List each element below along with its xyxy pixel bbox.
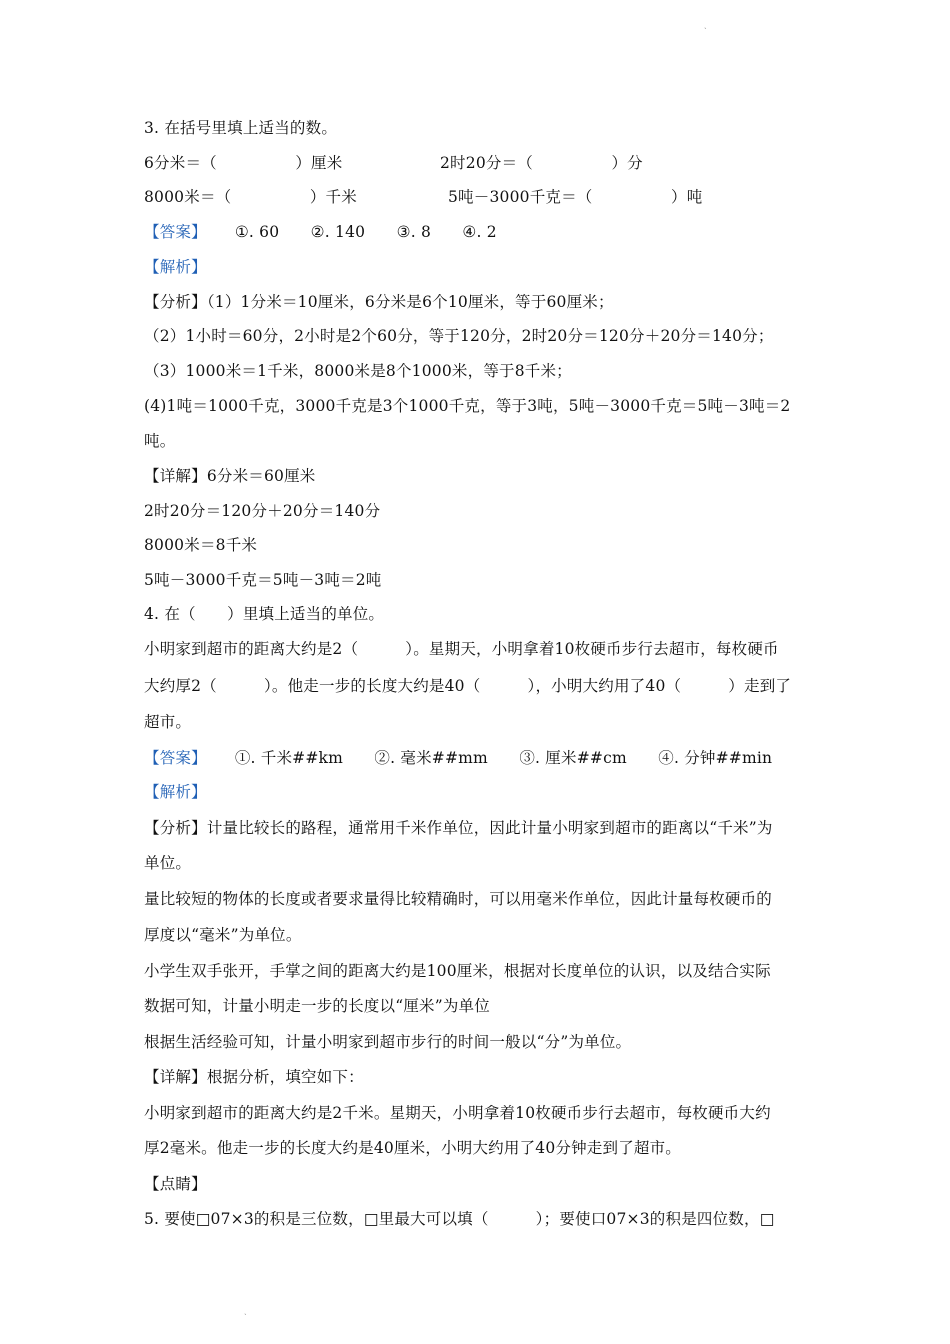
q4-fenxi-1-text: 计量比较长的路程，通常用千米作单位，因此计量小明家到超市的距离以“千米”为	[206, 819, 773, 837]
q4-answers: ①. 千米##km ②. 毫米##mm ③. 厘米##cm ④. 分钟##min	[234, 749, 773, 767]
q4-answer-line	[144, 748, 772, 768]
q3-title: 3. 在括号里填上适当的数。	[144, 119, 338, 137]
q4-para-3a: 小学生双手张开，手掌之间的距离大约是100厘米，根据对长度单位的认识，以及结合实际	[144, 962, 771, 980]
q4-fenxi-tag: 【分析】	[144, 819, 207, 837]
q3-analysis-tag: 【解析】	[144, 258, 207, 276]
q3-fenxi-1	[144, 292, 614, 312]
q3-fenxi-1-text: （1）1分米＝10厘米，6分米是6个10厘米，等于60厘米；	[206, 293, 614, 311]
q4-fenxi-1	[144, 818, 773, 838]
header-mark: ˎ	[704, 20, 707, 29]
q4-detail-1: 小明家到超市的距离大约是2千米。星期天，小明拿着10枚硬币步行去超市，每枚硬币大约	[144, 1104, 771, 1122]
q4-answer-tag: 【答案】	[144, 749, 207, 767]
q3-detail-2: 2时20分＝120分＋20分＝140分	[144, 502, 381, 520]
q3-answer-line	[144, 222, 497, 242]
q3-row2-left: 8000米＝（ ）千米	[144, 188, 357, 206]
q4-fenxi-1b: 单位。	[144, 854, 192, 872]
q3-detail-3: 8000米＝8千米	[144, 536, 258, 554]
q4-para-2b: 厚度以“毫米”为单位。	[144, 926, 302, 944]
q4-dianjing-tag: 【点睛】	[144, 1175, 207, 1193]
q3-fenxi-3: （3）1000米＝1千米，8000米是8个1000米，等于8千米；	[144, 362, 572, 380]
q4-para-2a: 量比较短的物体的长度或者要求量得比较精确时，可以用毫米作单位，因此计量每枚硬币的	[144, 890, 773, 908]
q4-analysis-tag: 【解析】	[144, 783, 207, 801]
q3-fenxi-2: （2）1小时＝60分，2小时是2个60分，等于120分，2时20分＝120分＋20分＝140分；	[144, 327, 774, 345]
q4-para-3b: 数据可知，计量小明走一步的长度以“厘米”为单位	[144, 997, 490, 1015]
q3-answers: ①. 60 ②. 140 ③. 8 ④. 2	[234, 223, 497, 241]
q4-para-4: 根据生活经验可知，计量小明家到超市步行的时间一般以“分”为单位。	[144, 1033, 632, 1051]
q4-detail-tag: 【详解】	[144, 1068, 207, 1086]
q3-row1-right: 2时20分＝（ ）分	[440, 154, 643, 172]
q3-detail-1-text: 6分米＝60厘米	[206, 467, 316, 485]
q5-title: 5. 要使□07×3的积是三位数，□里最大可以填（ ）；要使口07×3的积是四位数，□	[144, 1210, 775, 1228]
q3-answer-tag: 【答案】	[144, 223, 207, 241]
q3-detail-tag: 【详解】	[144, 467, 207, 485]
q4-stem-2: 大约厚2（ ）。他走一步的长度大约是40（ ），小明大约用了40（ ）走到了	[144, 677, 792, 695]
q4-stem-3: 超市。	[144, 713, 192, 731]
q3-detail-4: 5吨－3000千克＝5吨－3吨＝2吨	[144, 571, 382, 589]
q4-title: 4. 在（ ）里填上适当的单位。	[144, 605, 385, 623]
q3-detail-1	[144, 466, 316, 486]
q3-row2-right: 5吨－3000千克＝（ ）吨	[448, 188, 703, 206]
footer-mark: ˎ	[244, 1306, 247, 1315]
q4-stem-1: 小明家到超市的距离大约是2（ ）。星期天，小明拿着10枚硬币步行去超市，每枚硬币	[144, 640, 779, 658]
q3-fenxi-tag: 【分析】	[144, 293, 207, 311]
q4-detail-2: 厚2毫米。他走一步的长度大约是40厘米，小明大约用了40分钟走到了超市。	[144, 1139, 682, 1157]
q3-row1-left: 6分米＝（ ）厘米	[144, 154, 343, 172]
q3-fenxi-4b: 吨。	[144, 432, 176, 450]
q3-fenxi-4: (4)1吨＝1000千克，3000千克是3个1000千克，等于3吨，5吨－3000千克＝5吨－3吨＝2	[144, 397, 791, 415]
q4-detail-intro	[144, 1067, 364, 1087]
q4-detail-intro-text: 根据分析，填空如下：	[206, 1068, 364, 1086]
